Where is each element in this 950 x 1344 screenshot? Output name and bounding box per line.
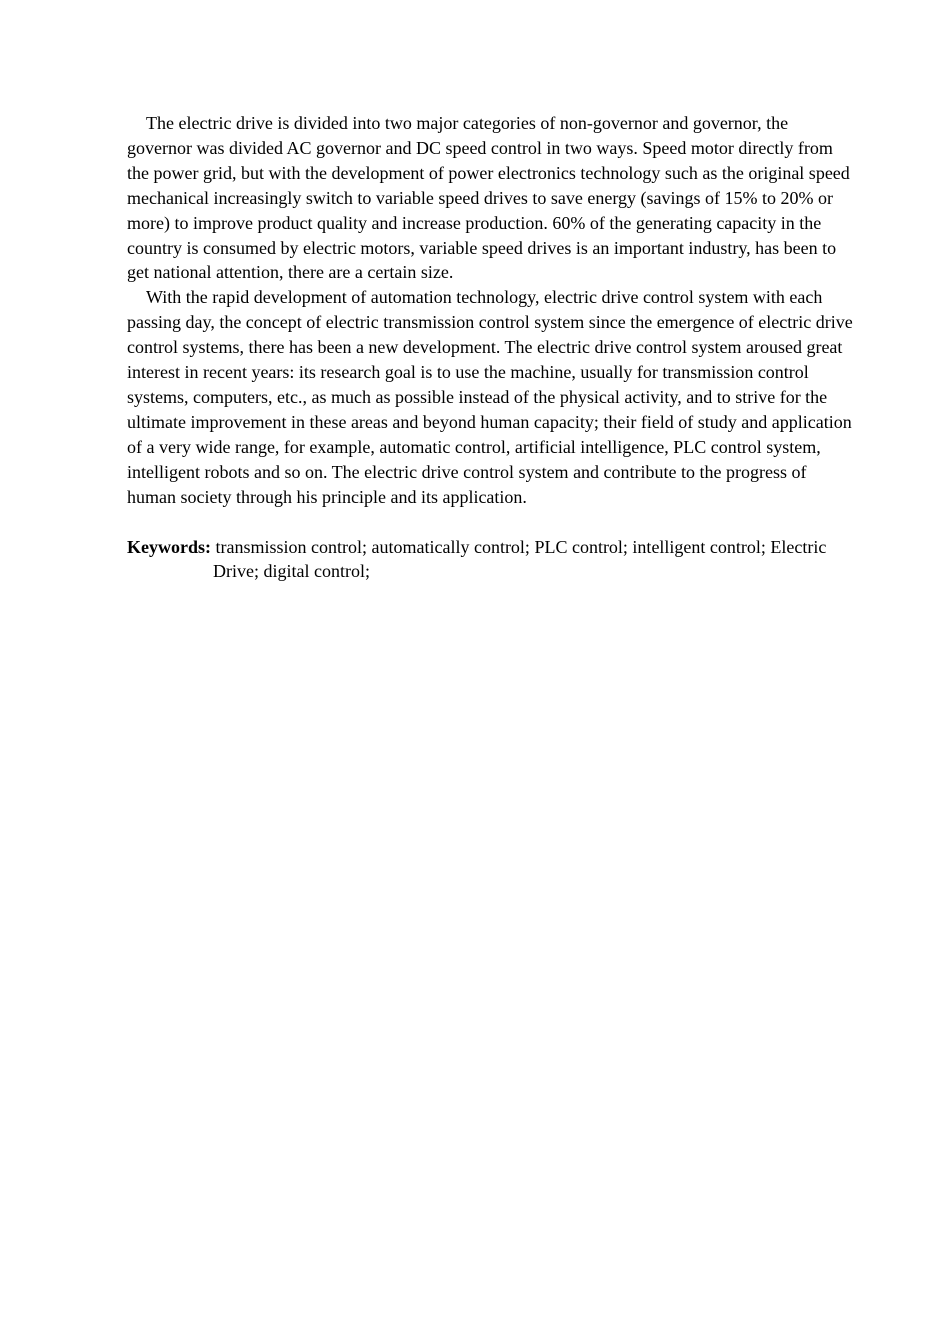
abstract-paragraph-1: The electric drive is divided into two major categories of non-governor and governor, the governor was divided AC governor and DC speed control in two ways. Speed motor directly from the power grid, but with the development of power electronics technology such as the original speed mechanical increasingly switch to variable speed drives to save energy (savings of 15% to 20% or more) to improve product quality and increase production. 60% of the generating capacity in the country is consumed by electric motors, variable speed drives is an important industry, has been to get national attention, there are a certain size. [127,113,850,283]
keywords-line [127,535,855,585]
abstract-body [127,111,855,584]
keywords-text: transmission control; automatically control; PLC control; intelligent control; Electric Drive; digital control; [213,536,827,582]
abstract-paragraph-2: With the rapid development of automation technology, electric drive control system with each passing day, the concept of electric transmission control system since the emergence of electric drive control systems, there has been a new development. The electric drive control system aroused great interest in recent years: its research goal is to use the machine, usually for transmission control systems, computers, etc., as much as possible instead of the physical activity, and to strive for the ultimate improvement in these areas and beyond human capacity; their field of study and application of a very wide range, for example, automatic control, artificial intelligence, PLC control system, intelligent robots and so on. The electric drive control system and contribute to the progress of human society through his principle and its application. [127,287,853,507]
keywords-label: Keywords: [127,536,211,557]
